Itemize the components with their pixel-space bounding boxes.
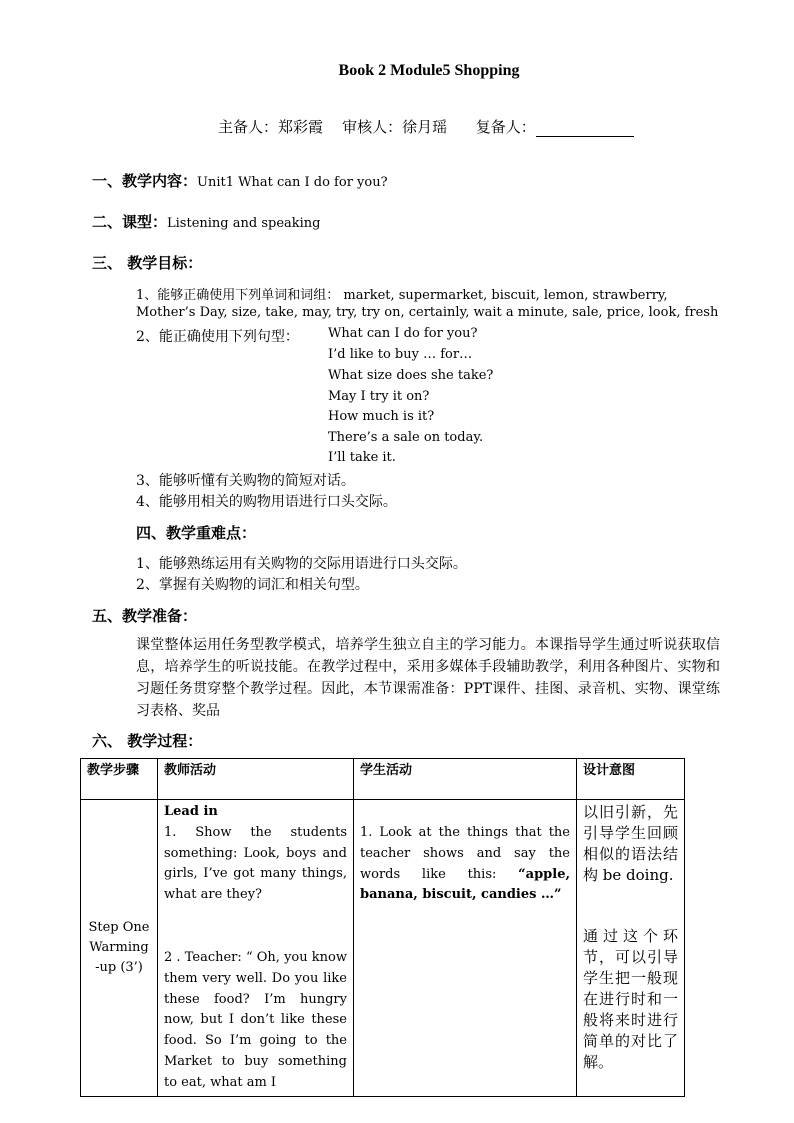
section-goals-label: 三、 教学目标： bbox=[92, 254, 203, 272]
table-header-row bbox=[81, 759, 685, 800]
teacher-activity-2: 2 . Teacher: “ Oh, you know them very well. Do you like these food? I’m hungry now, but I don’t like these food. So I’m going to the Market to buy something to eat, what am I bbox=[164, 949, 347, 1090]
section-keypoints-label: 四、教学重难点： bbox=[136, 524, 257, 542]
reviewer-label: 审核人： bbox=[342, 118, 403, 136]
section-type-label: 二、课型： bbox=[92, 213, 168, 231]
co-preparer-label: 复备人： bbox=[475, 118, 536, 136]
section-content-value: Unit1 What can I do for you? bbox=[197, 175, 388, 190]
header-purpose: 设计意图 bbox=[577, 759, 685, 800]
keypoint-2: 2、掌握有关购物的词汇和相关句型。 bbox=[136, 577, 369, 593]
co-preparer-blank bbox=[536, 122, 634, 137]
student-activity-cell bbox=[354, 800, 577, 1097]
sentence-2: I’d like to buy … for… bbox=[328, 347, 473, 362]
process-table bbox=[80, 758, 685, 1097]
document-title: Book 2 Module5 Shopping bbox=[338, 62, 520, 79]
header-step: 教学步骤 bbox=[81, 759, 158, 800]
section-process-label: 六、 教学过程： bbox=[92, 732, 203, 750]
goal-1-line-a: 1、能够正确使用下列单词和词组： market, supermarket, biscuit, lemon, strawberry, bbox=[136, 288, 668, 303]
preparer-name: 郑彩霞 bbox=[278, 118, 324, 136]
section-type bbox=[92, 211, 321, 232]
sentence-1: What can I do for you? bbox=[328, 326, 478, 341]
header-student: 学生活动 bbox=[354, 759, 577, 800]
student-activity-1-words: “apple, banana, biscuit, candies …” bbox=[360, 866, 570, 903]
section-content-label: 一、教学内容： bbox=[92, 172, 198, 190]
reviewer-name: 徐月瑶 bbox=[402, 118, 448, 136]
section-content bbox=[92, 170, 388, 191]
goal-3: 3、能够听懂有关购物的简短对话。 bbox=[136, 473, 355, 489]
staff-line bbox=[218, 116, 634, 137]
purpose-2: 通过这个环节，可以引导学生把一般现在进行时和一般将来时进行简单的对比了解。 bbox=[583, 927, 678, 1071]
section-type-value: Listening and speaking bbox=[167, 216, 321, 231]
purpose-1: 以旧引新，先引导学生回顾相似的语法结构 be doing. bbox=[583, 803, 678, 884]
sentence-5: How much is it? bbox=[328, 409, 435, 424]
sentence-6: There’s a sale on today. bbox=[328, 430, 484, 445]
lead-in-heading: Lead in bbox=[164, 804, 218, 819]
preparation-paragraph: 课堂整体运用任务型教学模式，培养学生独立自主的学习能力。本课指导学生通过听说获取信息，培养学生的听说技能。在教学过程中，采用多媒体手段辅助教学，利用各种图片、实物和习题任务贯穿整个教学过程。因此，本节课需准备：PPT课件、挂图、录音机、实物、课堂练习表格、奖品 bbox=[136, 637, 720, 719]
student-activity-1 bbox=[360, 823, 570, 906]
teacher-activity-cell bbox=[158, 800, 354, 1097]
goal-4: 4、能够用相关的购物用语进行口头交际。 bbox=[136, 494, 397, 510]
step-cell: Step One Warming -up (3’) bbox=[81, 800, 158, 1097]
purpose-cell bbox=[577, 800, 685, 1097]
keypoint-1: 1、能够熟练运用有关购物的交际用语进行口头交际。 bbox=[136, 556, 467, 572]
goal-2-label: 2、能正确使用下列句型： bbox=[136, 329, 299, 345]
preparer-label: 主备人： bbox=[218, 118, 279, 136]
table-row bbox=[81, 800, 685, 1097]
sentence-3: What size does she take? bbox=[328, 368, 494, 383]
goal-1-line-b: Mother’s Day, size, take, may, try, try on, certainly, wait a minute, sale, price, look, fresh bbox=[136, 305, 719, 320]
teacher-activity-1: 1. Show the students something: Look, boys and girls, I’ve got many things, what are they? bbox=[164, 824, 347, 903]
header-teacher: 教师活动 bbox=[158, 759, 354, 800]
sentence-7: I’ll take it. bbox=[328, 450, 396, 465]
section-preparation-label: 五、教学准备： bbox=[92, 607, 198, 625]
sentence-4: May I try it on? bbox=[328, 389, 430, 404]
student-activity-1-text: 1. Look at the things that the teacher shows and say the words like this: bbox=[360, 825, 570, 882]
